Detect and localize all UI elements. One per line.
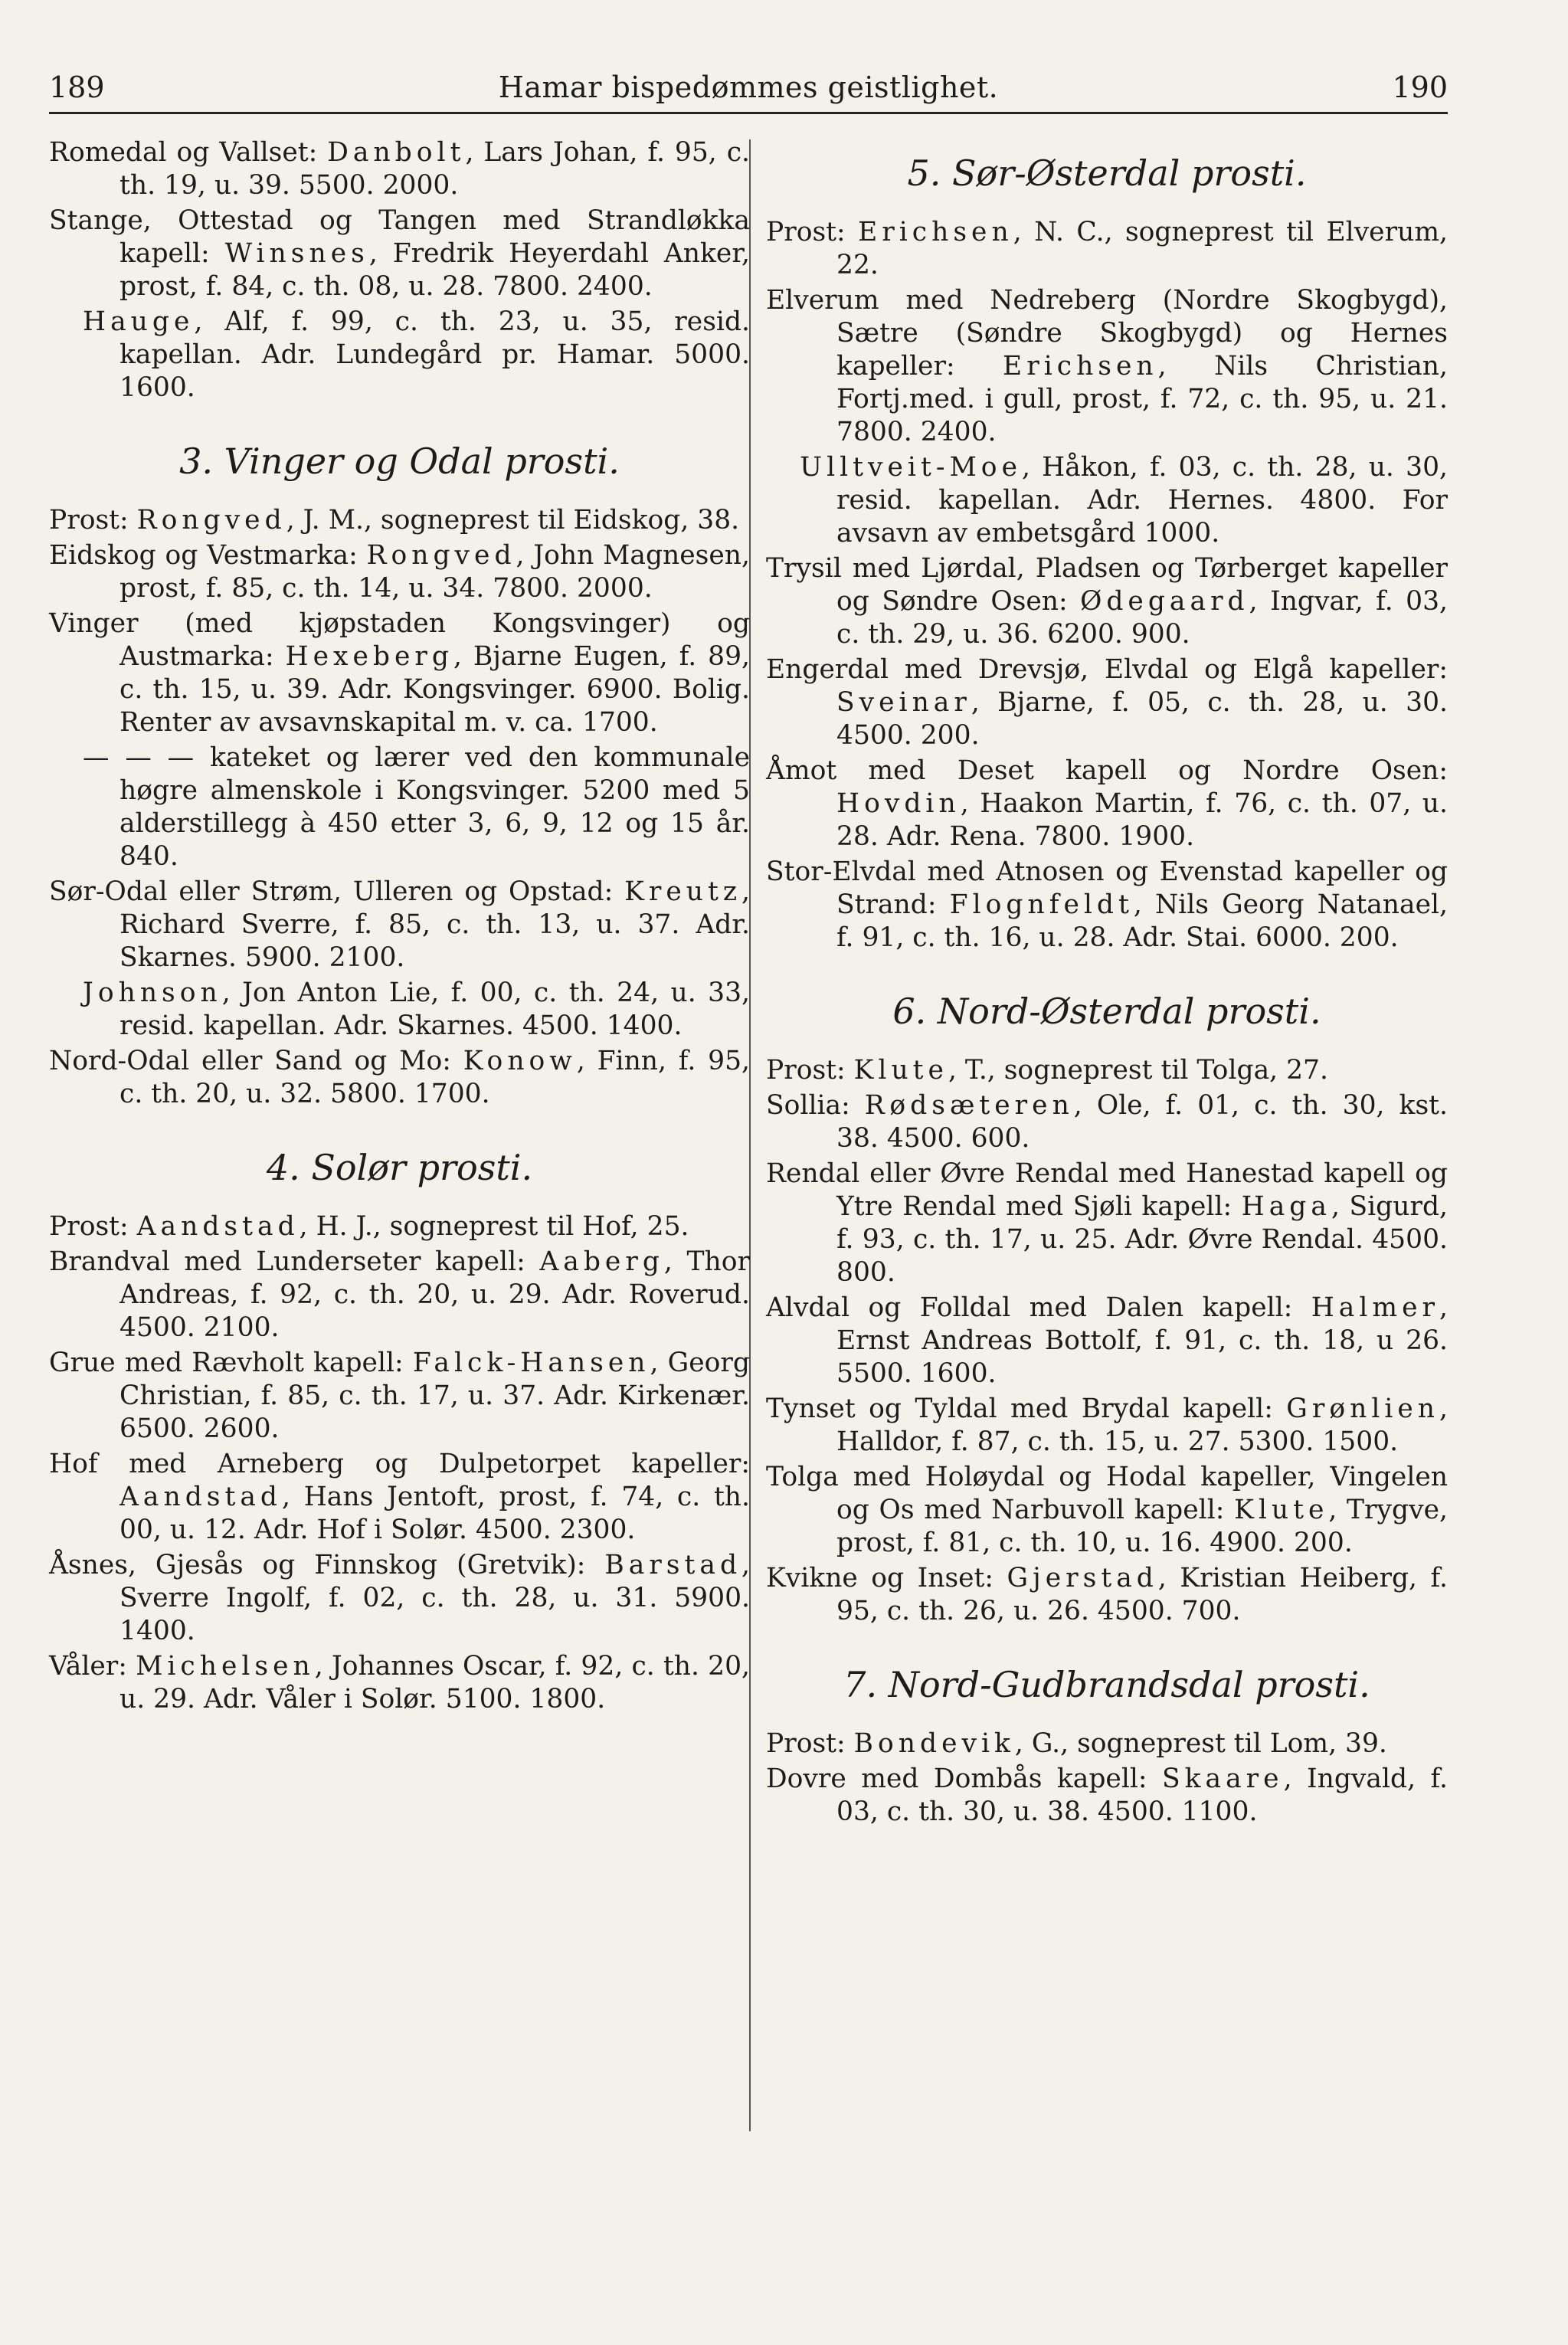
entry-alvdal: Alvdal og Folldal med Dalen kapell: Halmer, Ernst Andreas Bottolf, f. 91, c. th. 18, u 26. 5500. 1600.	[766, 1292, 1448, 1389]
right-column	[766, 136, 1448, 1831]
entry-hof: Hof med Arneberg og Dulpetorpet kapeller: Aandstad, Hans Jentoft, prost, f. 74, c. th. 00, u. 12. Adr. Hof i Solør. 4500. 2300.	[49, 1449, 750, 1545]
entry-dovre: Dovre med Dombås kapell: Skaare, Ingvald, f. 03, c. th. 30, u. 38. 4500. 1100.	[766, 1764, 1449, 1827]
entry-johnson: Johnson, Jon Anton Lie, f. 00, c. th. 24, u. 33, resid. kapellan. Adr. Skarnes. 4500. 1400.	[83, 978, 750, 1041]
section-heading-nord-osterdal: 6. Nord-Østerdal prosti.	[892, 991, 1321, 1032]
entry-hauge: Hauge, Alf, f. 99, c. th. 23, u. 35, resid. kapellan. Adr. Lundegård pr. Hamar. 5000. 1600.	[83, 306, 750, 403]
section-heading-solor: 4. Solør prosti.	[266, 1147, 533, 1188]
entry-sor-odal: Sør-Odal eller Strøm, Ulleren og Opstad: Kreutz, Richard Sverre, f. 85, c. th. 13, u. 37. Adr. Skarnes. 5900. 2100.	[49, 876, 750, 973]
running-title: Hamar bispedømmes geistlighet.	[498, 70, 999, 104]
entry-asnes: Åsnes, Gjesås og Finnskog (Gretvik): Barstad, Sverre Ingolf, f. 02, c. th. 28, u. 31. 5900. 1400.	[49, 1550, 750, 1646]
entry-tynset: Tynset og Tyldal med Brydal kapell: Grønlien, Halldor, f. 87, c. th. 15, u. 27. 5300. 1500.	[766, 1394, 1448, 1457]
entry-eidskog: Eidskog og Vestmarka: Rongved, John Magnesen, prost, f. 85, c. th. 14, u. 34. 7800. 2000.	[49, 540, 750, 604]
entry-stor-elvdal: Stor-Elvdal med Atnosen og Evenstad kapeller og Strand: Flognfeldt, Nils Georg Natanael, f. 91, c. th. 16, u. 28. Adr. Stai. 6000. 200.	[766, 856, 1448, 953]
entry-brandval: Brandval med Lunderseter kapell: Aaberg, Thor Andreas, f. 92, c. th. 20, u. 29. Adr. Roverud. 4500. 2100.	[49, 1246, 750, 1343]
entry-rendal: Rendal eller Øvre Rendal med Hanestad kapell og Ytre Rendal med Sjøli kapell: Haga, Sigurd, f. 93, c. th. 17, u. 25. Adr. Øvre Rendal. 4500. 800.	[766, 1158, 1449, 1288]
entry-engerdal: Engerdal med Drevsjø, Elvdal og Elgå kapeller: Sveinar, Bjarne, f. 05, c. th. 28, u. 30. 4500. 200.	[766, 654, 1448, 751]
entry-amot: Åmot med Deset kapell og Nordre Osen: Hovdin, Haakon Martin, f. 76, c. th. 07, u. 28. Adr. Rena. 7800. 1900.	[766, 755, 1448, 852]
entry-vinger: Vinger (med kjøpstaden Kongsvinger) og Austmarka: Hexeberg, Bjarne Eugen, f. 89, c. th. 15, u. 39. Adr. Kongsvinger. 6900. Bolig. Renter av avsavnskapital m. v. ca. 1700.	[49, 608, 750, 738]
page-number-right: 190	[1392, 70, 1448, 104]
entry-elverum: Elverum med Nedreberg (Nordre Skogbygd), Sætre (Søndre Skogbygd) og Hernes kapeller: Erichsen, Nils Christian, Fortj.med. i gull, prost, f. 72, c. th. 95, u. 21. 7800. 2400.	[766, 285, 1448, 447]
entry-prost-rongved: Prost: Rongved, J. M., sogneprest til Eidskog, 38.	[49, 505, 740, 535]
entry-stange: Stange, Ottestad og Tangen med Strandløkka kapell: Winsnes, Fredrik Heyerdahl Anker, prost, f. 84, c. th. 08, u. 28. 7800. 2400.	[49, 205, 750, 302]
entry-ulltveit-moe: Ulltveit-Moe, Håkon, f. 03, c. th. 28, u. 30, resid. kapellan. Adr. Hernes. 4800. For avsavn av embetsgård 1000.	[800, 452, 1448, 549]
entry-kateket: — — — kateket og lærer ved den kommunale høgre almenskole i Kongsvinger. 5200 med 5 alderstillegg à 450 etter 3, 6, 9, 12 og 15 år. 840.	[83, 742, 750, 872]
entry-kvikne: Kvikne og Inset: Gjerstad, Kristian Heiberg, f. 95, c. th. 26, u. 26. 4500. 700.	[766, 1563, 1448, 1626]
section-heading-nord-gudbrandsdal: 7. Nord-Gudbrandsdal prosti.	[843, 1664, 1370, 1705]
entry-nord-odal: Nord-Odal eller Sand og Mo: Konow, Finn, f. 95, c. th. 20, u. 32. 5800. 1700.	[49, 1046, 750, 1109]
section-heading-vinger-odal: 3. Vinger og Odal prosti.	[179, 441, 620, 482]
entry-trysil: Trysil med Ljørdal, Pladsen og Tørberget kapeller og Søndre Osen: Ødegaard, Ingvar, f. 03, c. th. 29, u. 36. 6200. 900.	[766, 553, 1448, 650]
entry-prost-bondevik: Prost: Bondevik, G., sogneprest til Lom, 39.	[766, 1728, 1387, 1759]
left-column	[49, 136, 750, 1718]
entry-romedal: Romedal og Vallset: Danbolt, Lars Johan, f. 95, c. th. 19, u. 39. 5500. 2000.	[49, 137, 750, 201]
entry-prost-aandstad: Prost: Aandstad, H. J., sogneprest til Hof, 25.	[49, 1211, 689, 1242]
page-header	[49, 69, 1448, 114]
entry-prost-klute: Prost: Klute, T., sogneprest til Tolga, 27.	[766, 1055, 1328, 1086]
entry-grue: Grue med Rævholt kapell: Falck-Hansen, Georg Christian, f. 85, c. th. 17, u. 37. Adr. Kirkenær. 6500. 2600.	[49, 1348, 750, 1444]
entry-sollia: Sollia: Rødsæteren, Ole, f. 01, c. th. 30, kst. 38. 4500. 600.	[766, 1090, 1449, 1154]
section-heading-sor-osterdal: 5. Sør-Østerdal prosti.	[907, 152, 1307, 194]
entry-valer: Våler: Michelsen, Johannes Oscar, f. 92, c. th. 20, u. 29. Adr. Våler i Solør. 5100. 1800.	[49, 1651, 750, 1715]
entry-prost-erichsen: Prost: Erichsen, N. C., sogneprest til Elverum, 22.	[766, 217, 1448, 280]
page-number-left: 189	[49, 70, 105, 104]
entry-tolga: Tolga med Holøydal og Hodal kapeller, Vingelen og Os med Narbuvoll kapell: Klute, Trygve, prost, f. 81, c. th. 10, u. 16. 4900. 200.	[766, 1462, 1448, 1558]
